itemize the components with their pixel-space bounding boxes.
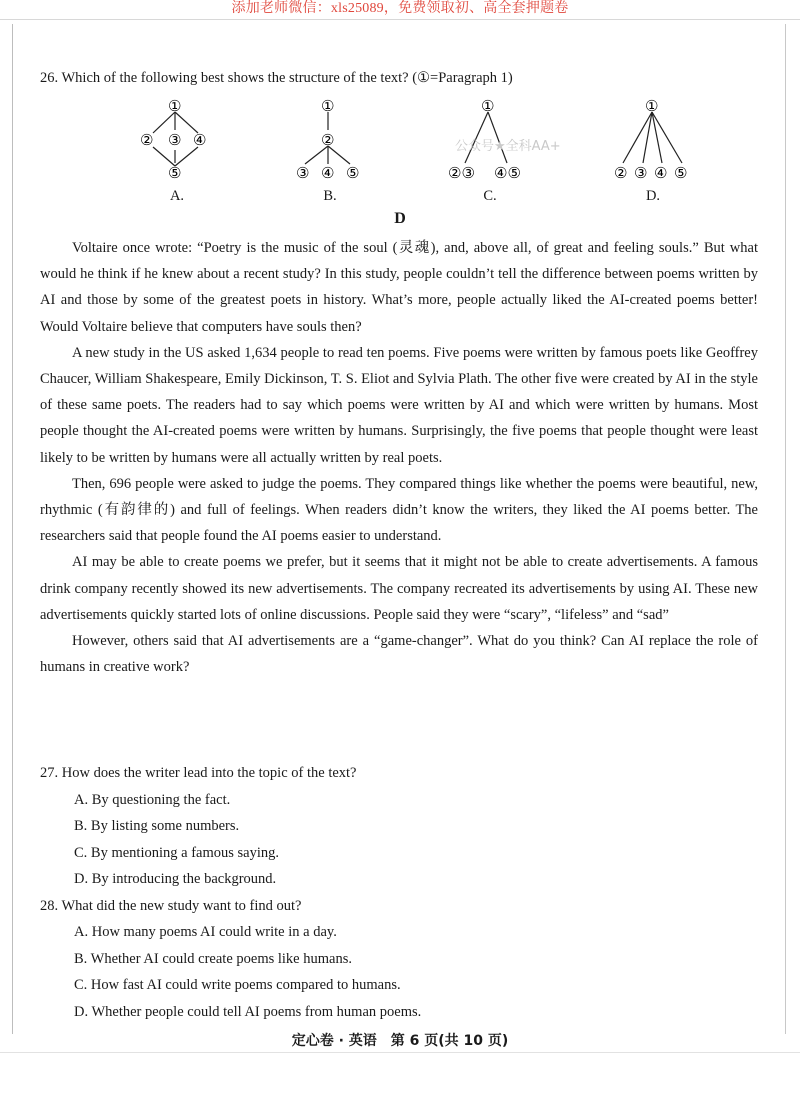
question-28-option-c: C. How fast AI could write poems compared to humans. <box>74 977 401 993</box>
question-27-option-d: D. By introducing the background. <box>74 871 277 887</box>
diagram-a-label: A. <box>169 188 185 204</box>
question-28-stem: 28. What did the new study want to find out? <box>40 897 302 914</box>
footer-divider <box>0 1052 800 1053</box>
diagram-b-node-5: ⑤ <box>346 164 360 182</box>
question-28-option-a: A. How many poems AI could write in a day. <box>74 924 337 940</box>
diagram-svg <box>0 90 800 210</box>
diagram-a-node-3: ③ <box>168 131 182 149</box>
diagram-b-node-4: ④ <box>321 164 335 182</box>
page-footer: 定心卷 · 英语 第 6 页(共 10 页) <box>291 1033 509 1049</box>
question-26-stem: 26. Which of the following best shows the structure of the text? (①=Paragraph 1) <box>40 70 513 86</box>
paragraph-1: Voltaire once wrote: “Poetry is the music of the soul (灵魂), and, above all, of great and feeling souls.” But what would he think if he knew about a recent study? In this study, people couldn’t tell the difference between poems written by AI and those by some of the greatest poets in history. What’s more, people actually liked the AI-created poems better! Would Voltaire believe that computers have souls then? <box>40 240 758 335</box>
diagram-d-node-4: ④ <box>654 164 668 182</box>
question-27-option-a: A. By questioning the fact. <box>74 791 231 808</box>
diagram-c-node-1: ① <box>481 97 495 115</box>
diagram-c-node-45: ④⑤ <box>494 164 521 182</box>
diagram-a-node-5: ⑤ <box>168 164 182 182</box>
question-27-option-b: B. By listing some numbers. <box>74 818 240 834</box>
diagram-a-node-1: ① <box>168 97 182 115</box>
question-28-option-b: B. Whether AI could create poems like humans. <box>74 950 352 967</box>
diagram-b-node-3: ③ <box>296 164 310 182</box>
paragraph-5: However, others said that AI advertisements are a “game-changer”. What do you think? Can AI replace the role of humans in creative work? <box>40 633 758 676</box>
top-banner: 添加老师微信：xls25089，免费领取初、高全套押题卷 <box>231 1 569 16</box>
reading-passage <box>40 235 758 680</box>
question-28-option-d: D. Whether people could tell AI poems from human poems. <box>74 1003 422 1020</box>
diagram-d-label: D. <box>645 188 661 204</box>
diagram-d-node-5: ⑤ <box>674 164 688 182</box>
question-list <box>40 760 758 1025</box>
watermark: 公众号★全科AA+ <box>455 139 561 154</box>
diagram-a-node-2: ② <box>140 131 154 149</box>
structure-diagrams <box>0 90 800 210</box>
diagram-c-node-23: ②③ <box>448 164 475 182</box>
diagram-b-label: B. <box>323 188 337 204</box>
diagram-d-node-1: ① <box>645 97 659 115</box>
question-27-stem: 27. How does the writer lead into the topic of the text? <box>40 765 357 781</box>
diagram-d-node-3: ③ <box>634 164 648 182</box>
question-27-option-c: C. By mentioning a famous saying. <box>74 844 279 861</box>
section-title: D <box>394 210 406 227</box>
diagram-d-node-2: ② <box>614 164 628 182</box>
paragraph-4: AI may be able to create poems we prefer, but it seems that it might not be able to create advertisements. A famous drink company recently showed its new advertisements. The company recreated its advertisements by using AI. These new advertisements quickly started lots of online discussions. People said they were “scary”, “lifeless” and “sad” <box>40 554 758 623</box>
diagram-b-node-1: ① <box>321 97 335 115</box>
diagram-d <box>623 112 682 163</box>
diagram-a-node-4: ④ <box>193 131 207 149</box>
diagram-b-node-2: ② <box>321 131 335 149</box>
top-divider <box>0 19 800 20</box>
diagram-c-label: C. <box>483 188 497 204</box>
paragraph-3: Then, 696 people were asked to judge the poems. They compared things like whether the poems were beautiful, new, rhythmic (有韵律的) and full of feelings. When readers didn’t know the writers, they liked the AI poems better. The researchers said that people found the AI poems easier to understand. <box>40 475 758 545</box>
paragraph-2: A new study in the US asked 1,634 people to read ten poems. Five poems were written by famous poets like Geoffrey Chaucer, William Shakespeare, Emily Dickinson, T. S. Eliot and Sylvia Plath. The other five were created by AI in the style of these same poets. The readers had to say which poems were written by AI and which were written by humans. Most people thought the AI-created poems were written by humans. Surprisingly, the five poems that people thought were least likely to be written by humans were all actually written by real poets. <box>40 344 758 466</box>
